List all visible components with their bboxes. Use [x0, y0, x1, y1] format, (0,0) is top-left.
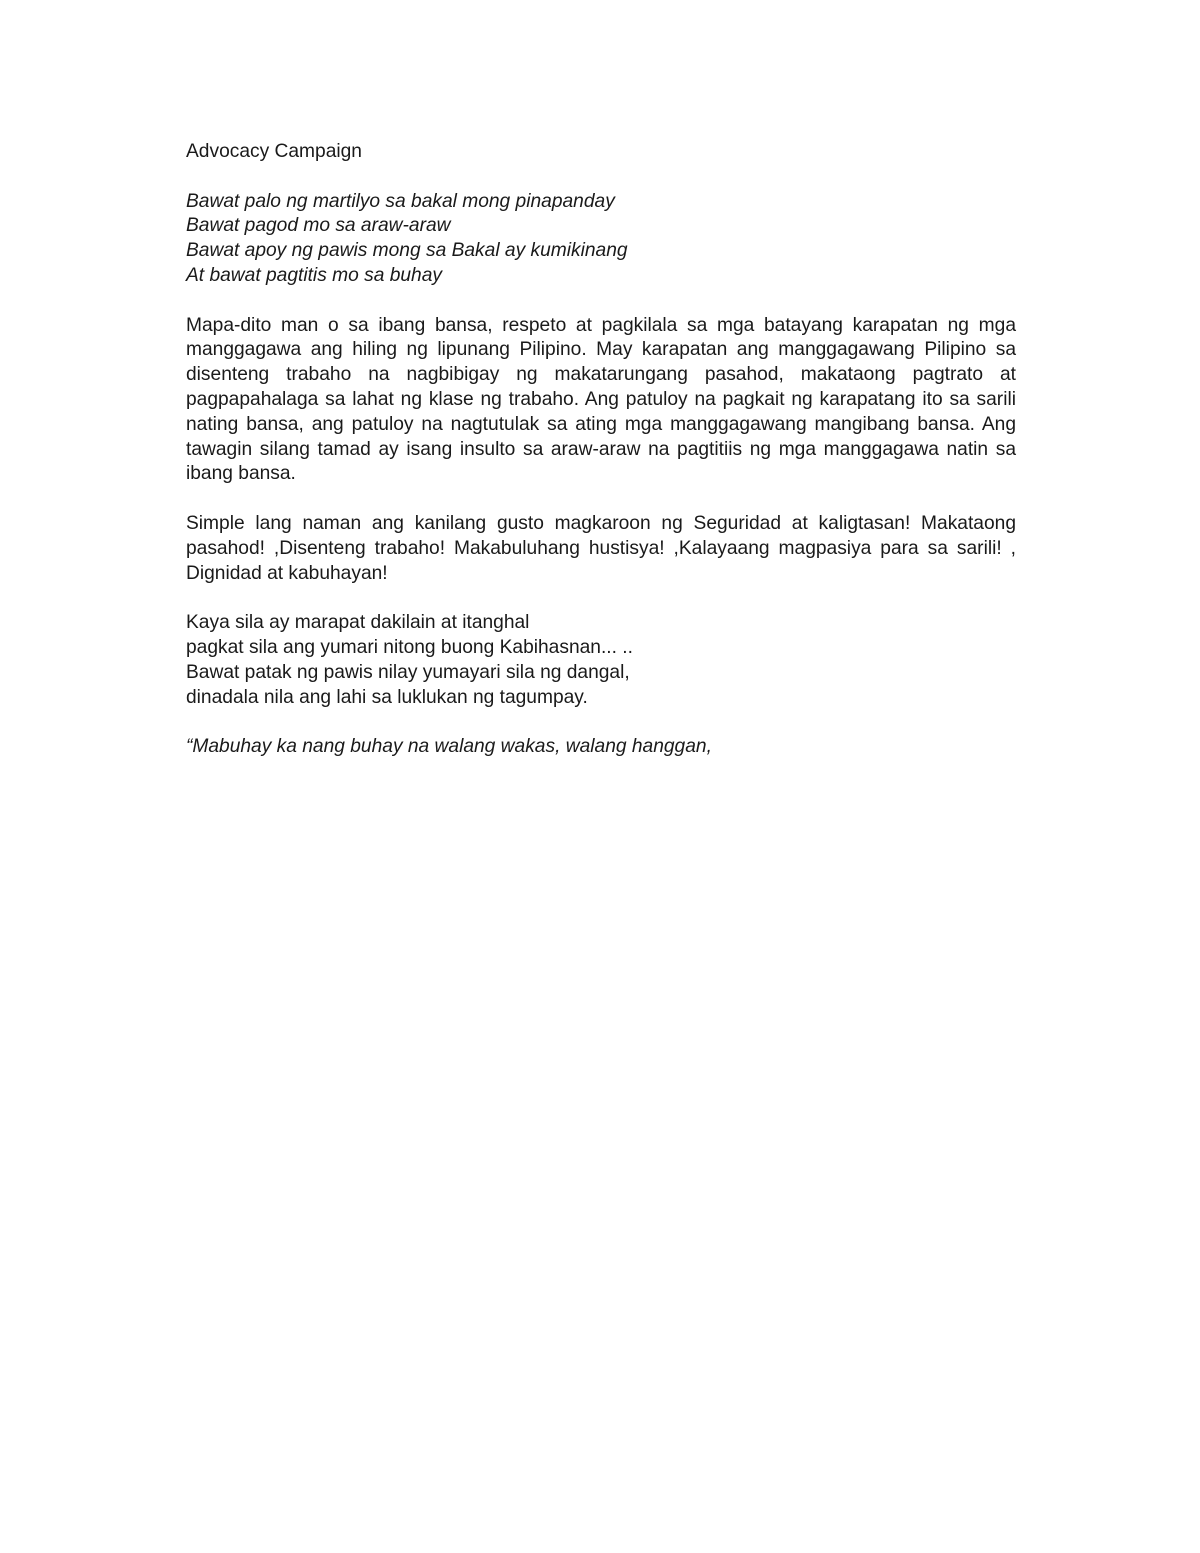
paragraph-rights: Mapa-dito man o sa ibang bansa, respeto at pagkilala sa mga batayang karapatan ng mga manggagawa ang hiling ng lipunang Pilipino. May karapatan ang manggagawang Pilipino sa disenteng trabaho na nagbibigay ng makatarungang pasahod, makataong pagtrato at pagpapahalaga sa lahat ng klase ng trabaho. Ang patuloy na pagkait ng karapatang ito sa sarili nating bansa, ang patuloy na nagtutulak sa ating mga manggagawang mangibang bansa. Ang tawagin silang tamad ay isang insulto sa araw-araw na pagtitiis ng mga manggagawa natin sa ibang bansa. [186, 314, 1016, 485]
poem-intro-line: Bawat palo ng martilyo sa bakal mong pinapanday [186, 190, 615, 212]
poem-intro-line: Bawat apoy ng pawis mong sa Bakal ay kumikinang [186, 240, 628, 262]
poem-intro-line: At bawat pagtitis mo sa buhay [186, 264, 442, 286]
poem-intro-stanza [186, 190, 1016, 289]
poem-intro-line: Bawat pagod mo sa araw-araw [186, 215, 451, 237]
poem-outro-stanza [186, 611, 1016, 710]
closing-line: “Mabuhay ka nang buhay na walang wakas, walang hanggan, [186, 736, 712, 758]
poem-outro-line: dinadala nila ang lahi sa luklukan ng tagumpay. [186, 686, 588, 708]
document-body [186, 140, 1016, 760]
poem-outro-line: Kaya sila ay marapat dakilain at itanghal [186, 612, 530, 634]
poem-outro-line: Bawat patak ng pawis nilay yumayari sila ng dangal, [186, 661, 630, 683]
paragraph-demands: Simple lang naman ang kanilang gusto magkaroon ng Seguridad at kaligtasan! Makataong pasahod! ,Disenteng trabaho! Makabuluhang hustisya! ,Kalayaang magpasiya para sa sarili! , Dignidad at kabuhayan! [186, 512, 1016, 584]
poem-outro-line: pagkat sila ang yumari nitong buong Kabihasnan... .. [186, 636, 633, 658]
document-title: Advocacy Campaign [186, 141, 362, 162]
